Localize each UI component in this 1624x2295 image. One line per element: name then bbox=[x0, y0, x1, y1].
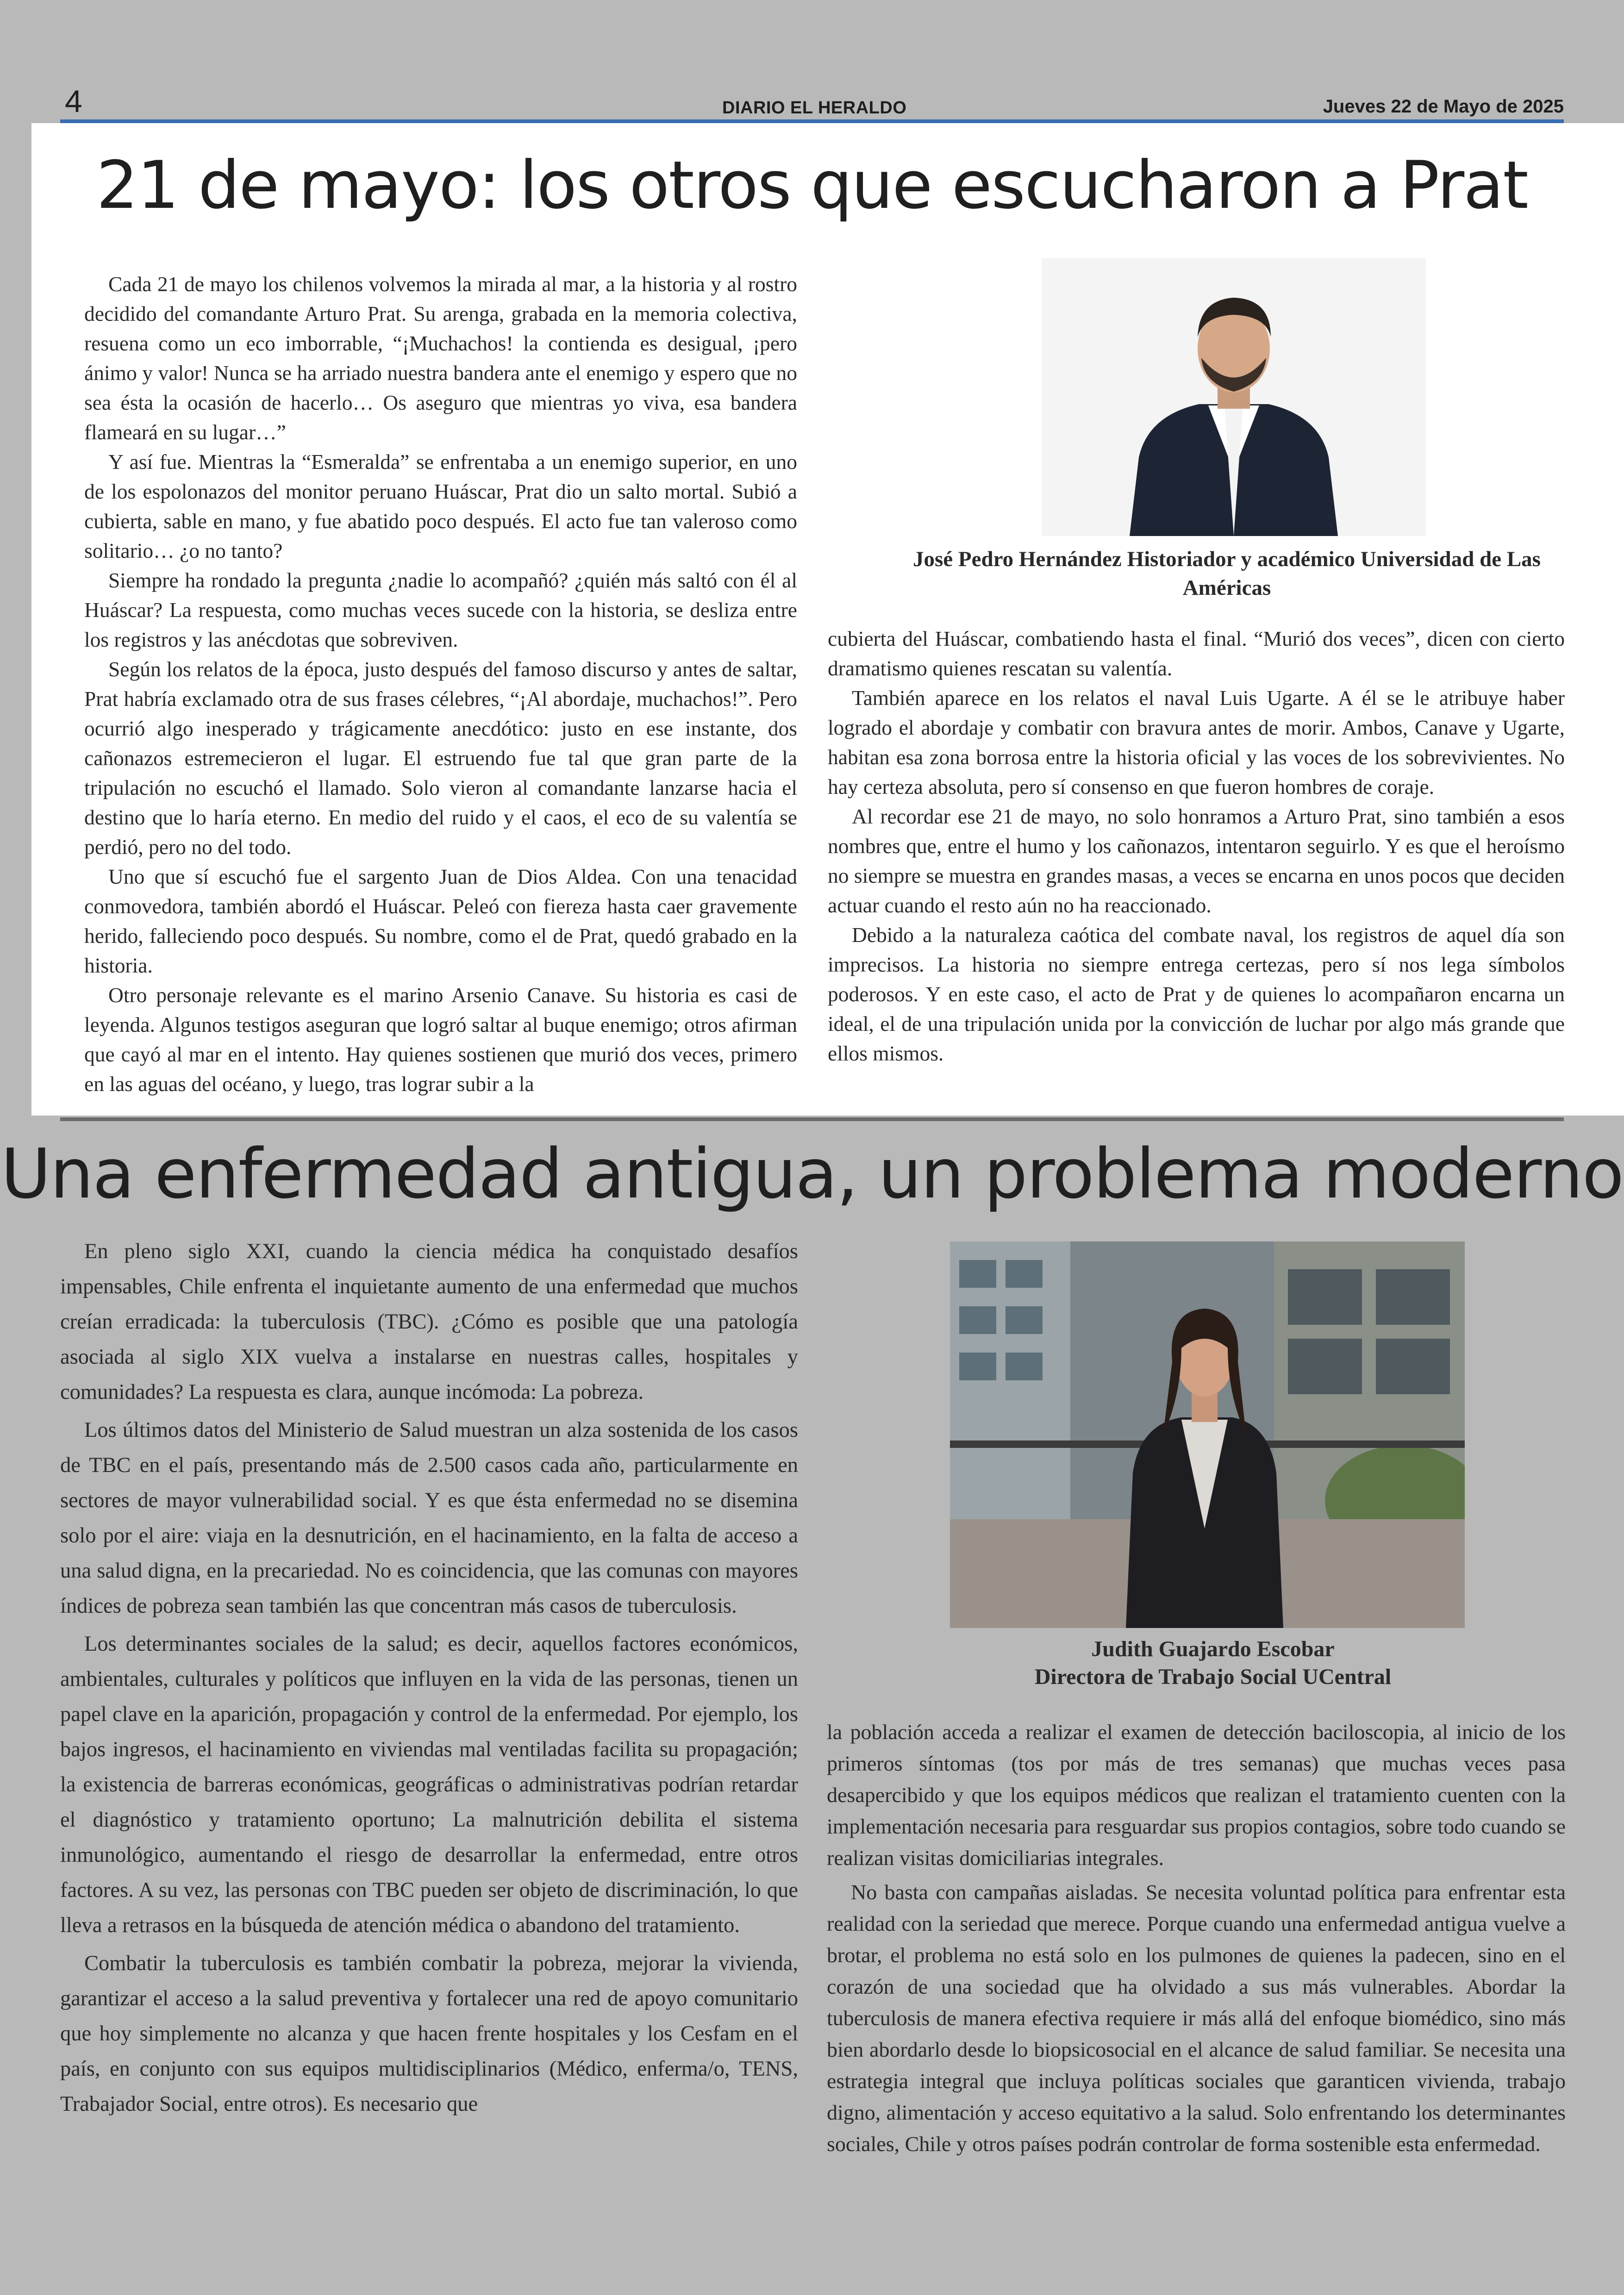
author-photo-jose-pedro-hernandez bbox=[1042, 258, 1426, 536]
article-1-paragraph-continued: cubierta del Huáscar, combatiendo hasta el final. “Murió dos veces”, dicen con cierto dramatismo quienes rescatan su valentía. bbox=[828, 627, 1565, 680]
article-1-paragraph: Debido a la naturaleza caótica del combate naval, los registros de aquel día son imprecisos. La historia no siempre entrega certezas, pero sí nos lega símbolos poderosos. Y en este caso, el acto de Prat y de quienes lo acompañaron encarna un ideal, el de una tripulación unida por la convicción de luchar por algo más grande que ellos mismos. bbox=[828, 923, 1565, 1065]
article-2-left-column bbox=[60, 1234, 798, 2125]
article-2-right-column bbox=[827, 1716, 1566, 2163]
issue-date: Jueves 22 de Mayo de 2025 bbox=[1323, 96, 1564, 117]
portrait-woman-icon bbox=[950, 1241, 1465, 1628]
newspaper-name: DIARIO EL HERALDO bbox=[722, 98, 907, 118]
article-1-paragraph: Uno que sí escuchó fue el sargento Juan de Dios Aldea. Con una tenacidad conmovedora, también abordó el Huáscar. Peleó con fiereza hasta caer gravemente herido, falleciendo poco después. Su nombre, como el de Prat, quedó grabado en la historia. bbox=[84, 865, 797, 977]
article-1-paragraph: Y así fue. Mientras la “Esmeralda” se enfrentaba a un enemigo superior, en uno de los espolonazos del monitor peruano Huáscar, Prat dio un salto mortal. Subió a cubierta, sable en mano, y fue abatido poco después. El acto fue tan valeroso como solitario… ¿o no tanto? bbox=[84, 450, 797, 562]
article-1-paragraph: Cada 21 de mayo los chilenos volvemos la mirada al mar, a la historia y al rostro decidido del comandante Arturo Prat. Su arenga, grabada en la memoria colectiva, resuena como un eco imborrable, “¡Muchachos! la contienda es desigual, ¡pero ánimo y valor! Nunca se ha arriado nuestra bandera ante el enemigo y espero que no sea ésta la ocasión de hacerlo… Os aseguro que mientras yo viva, esa bandera flameará en su lugar…” bbox=[84, 272, 797, 444]
article-2-paragraph: En pleno siglo XXI, cuando la ciencia médica ha conquistado desafíos impensables, Chile enfrenta el inquietante aumento de una enfermedad que muchos creían erradicada: la tuberculosis (TBC). ¿Cómo es posible que una patología asociada al siglo XIX vuelva a instalarse en nuestras calles, hospitales y comunidades? La respuesta es clara, aunque incómoda: La pobreza. bbox=[60, 1240, 798, 1404]
author-caption-article-1: José Pedro Hernández Historiador y académico Universidad de Las Américas bbox=[913, 547, 1541, 600]
author-caption-role: Directora de Trabajo Social UCentral bbox=[1034, 1665, 1392, 1689]
portrait-man-icon bbox=[1042, 258, 1426, 536]
author-caption-name: Judith Guajardo Escobar bbox=[1091, 1637, 1335, 1661]
article-1-paragraph: También aparece en los relatos el naval Luis Ugarte. A él se le atribuye haber logrado el abordaje y combatir con bravura antes de morir. Ambos, Canave y Ugarte, habitan esa zona borrosa entre la historia oficial y las voces de los sobrevivientes. No hay certeza absoluta, pero sí consenso en que fueron hombres de coraje. bbox=[828, 686, 1565, 798]
header-rule bbox=[60, 119, 1564, 123]
article-1-title: 21 de mayo: los otros que escucharon a Prat bbox=[96, 147, 1528, 224]
article-1-right-column bbox=[828, 624, 1565, 1068]
article-1-paragraph: Según los relatos de la época, justo después del famoso discurso y antes de saltar, Prat habría exclamado otra de sus frases célebres, “¡Al abordaje, muchachos!”. Pero ocurrió algo inesperado y trágicamente anecdótico: justo en ese instante, dos cañonazos estremecieron el lugar. El estruendo fue tal que gran parte de la tripulación no escuchó el llamado. Solo vieron al comandante lanzarse hacia el destino que lo haría eterno. En medio del ruido y el caos, el eco de su valentía se perdió, pero no del todo. bbox=[84, 657, 797, 859]
article-2-title: Una enfermedad antigua, un problema moderno bbox=[0, 1134, 1624, 1214]
article-1-left-column bbox=[84, 269, 797, 1099]
author-photo-judith-guajardo bbox=[950, 1241, 1465, 1628]
article-2-paragraph: Los determinantes sociales de la salud; es decir, aquellos factores económicos, ambientales, culturales y políticos que influyen en la vida de las personas, tienen un papel clave en la aparición, propagación y control de la enfermedad. Por ejemplo, los bajos ingresos, el hacinamiento en viviendas mal ventiladas facilita su propagación; la existencia de barreras económicas, geográficas o administrativas podrían retardar el diagnóstico y tratamiento oportuno; La malnutrición debilita el sistema inmunológico, aumentando el riesgo de desarrollar la enfermedad, entre otros factores. A su vez, las personas con TBC pueden ser objeto de discriminación, lo que lleva a retrasos en la búsqueda de atención médica o abandono del tratamiento. bbox=[60, 1632, 798, 1937]
page-number: 4 bbox=[65, 84, 82, 119]
article-2-paragraph: Los últimos datos del Ministerio de Salud muestran un alza sostenida de los casos de TBC en el país, presentando más de 2.500 casos cada año, particularmente en sectores de mayor vulnerabilidad social. Y es que ésta enfermedad no se disemina solo por el aire: viaja en la desnutrición, en el hacinamiento, en la falta de acceso a una salud digna, en la precariedad. No es coincidencia, que las comunas con mayores índices de pobreza sean también las que concentran más casos de tuberculosis. bbox=[60, 1418, 798, 1618]
article-1-paragraph: Al recordar ese 21 de mayo, no solo honramos a Arturo Prat, sino también a esos nombres que, entre el humo y los cañonazos, intentaron seguirlo. Y es que el heroísmo no siempre se muestra en grandes masas, a veces se encarna en unos pocos que deciden actuar cuando el resto aún no ha reaccionado. bbox=[828, 804, 1565, 917]
article-2-paragraph-continued: la población acceda a realizar el examen de detección baciloscopia, al inicio de los primeros síntomas (tos por más de tres semanas) que muchas veces pasa desapercibido y que los equipos médicos que realizan el tratamiento cuenten con la implementación necesaria para resguardar sus propios contagios, sobre todo cuando se realizan visitas domiciliarias integrales. bbox=[827, 1720, 1566, 1870]
section-divider bbox=[60, 1117, 1564, 1121]
article-1-paragraph: Siempre ha rondado la pregunta ¿nadie lo acompañó? ¿quién más saltó con él al Huáscar? La respuesta, como muchas veces sucede con la historia, se desliza entre los registros y las anécdotas que sobreviven. bbox=[84, 568, 797, 651]
article-2-paragraph: Combatir la tuberculosis es también combatir la pobreza, mejorar la vivienda, garantizar el acceso a la salud preventiva y fortalecer una red de apoyo comunitario que hoy simplemente no alcanza y que hacen frente hospitales y los Cesfam en el país, en conjunto con sus equipos multidisciplinarios (Médico, enferma/o, TENS, Trabajador Social, entre otros). Es necesario que bbox=[60, 1952, 798, 2116]
article-2-paragraph: No basta con campañas aisladas. Se necesita voluntad política para enfrentar esta realidad con la seriedad que merece. Porque cuando una enfermedad antigua vuelve a brotar, el problema no está solo en los pulmones de quienes la padecen, sino en el corazón de una sociedad que ha olvidado a sus más vulnerables. Abordar la tuberculosis de manera efectiva requiere ir más allá del enfoque biomédico, sino más bien abordarlo desde lo biopsicosocial en el alcance de salud familiar. Se necesita una estrategia integral que incluya políticas sociales que garanticen vivienda, trabajo digno, alimentación y acceso equitativo a la salud. Solo enfrentando los determinantes sociales, Chile y otros países podrán controlar de forma sostenible esta enfermedad. bbox=[827, 1880, 1566, 2156]
article-1-paragraph: Otro personaje relevante es el marino Arsenio Canave. Su historia es casi de leyenda. Algunos testigos aseguran que logró saltar al buque enemigo; otros afirman que cayó al mar en el intento. Hay quienes sostienen que murió dos veces, primero en las aguas del océano, y luego, tras lograr subir a la bbox=[84, 983, 797, 1096]
